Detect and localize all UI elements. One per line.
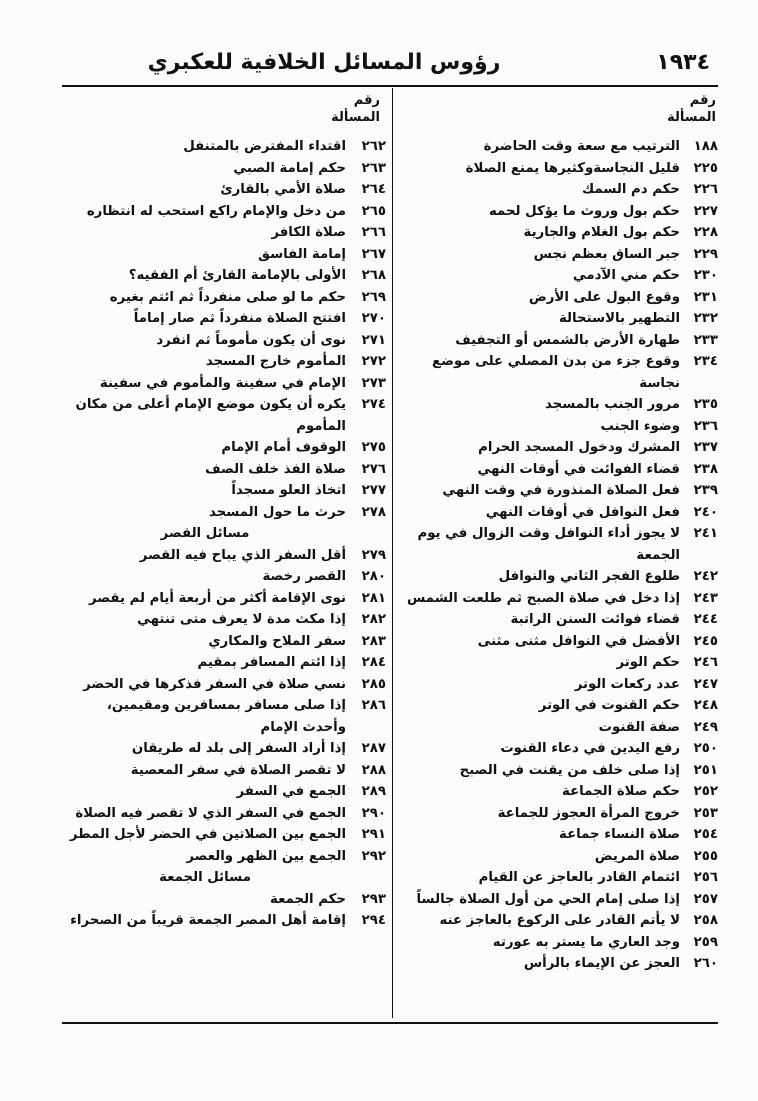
section-heading: مسائل القصر	[160, 526, 250, 541]
heading-line-2: المسألة	[667, 110, 716, 125]
index-entry	[64, 330, 386, 352]
index-entry	[64, 244, 386, 266]
issue-title: طلوع الفجر الثاني والنوافل	[498, 569, 680, 584]
issue-title: أقل السفر الذي يباح فيه القصر	[139, 547, 346, 563]
issue-title: ائتمام القادر بالعاجز عن القيام	[478, 870, 680, 885]
issue-number: ٢٢٥	[693, 160, 718, 176]
index-entry	[64, 351, 386, 373]
issue-title: لا يأتم القادر على الركوع بالعاجز عنه	[439, 913, 680, 928]
index-entry	[398, 265, 718, 287]
issue-title: إذا صلى خلف من يقنت في الصبح	[459, 762, 680, 778]
issue-number: ٢٣٧	[693, 440, 718, 455]
issue-title: عدد ركعات الوتر	[574, 676, 680, 692]
issue-number: ٢٨٢	[361, 612, 386, 627]
index-entry	[398, 695, 718, 717]
issue-number: ٢٦٠	[693, 956, 718, 971]
index-entry	[398, 394, 718, 416]
issue-number: ١٨٨	[693, 139, 718, 154]
index-entry	[398, 631, 718, 653]
heading-line-1: رقم	[353, 93, 380, 108]
issue-title: فعل الصلاة المنذورة في وقت النهي	[442, 483, 680, 498]
index-entry	[398, 824, 718, 846]
index-entry	[64, 824, 386, 846]
issue-title: سفر الملاح والمكاري	[208, 633, 346, 649]
issue-number: ٢٩١	[361, 827, 386, 842]
issue-number: ٢٣٨	[693, 461, 718, 477]
index-entry	[64, 609, 386, 631]
index-entry	[64, 373, 386, 395]
index-entry	[398, 846, 718, 868]
issue-number: ٢٢٨	[693, 225, 718, 240]
index-entry	[64, 803, 386, 825]
issue-number: ٢٩٠	[361, 805, 386, 821]
index-entry	[398, 953, 718, 975]
index-entry	[398, 803, 718, 825]
issue-number: ٢٦٢	[361, 139, 386, 154]
issue-title: إذا صلى إمام الحي من أول الصلاة جالساً	[416, 891, 680, 907]
issue-number: ٢٦٣	[361, 160, 386, 176]
column-divider	[392, 88, 393, 1018]
index-entry	[64, 136, 386, 158]
issue-title: جبر الساق بعظم نجس	[533, 246, 680, 262]
issue-title: حكم ما لو صلى منفرداً ثم ائتم بغيره	[109, 289, 346, 305]
issue-number: ٢٨٧	[361, 741, 386, 756]
issue-title: الإمام في سفينة والمأموم في سفينة	[99, 375, 346, 391]
issue-title: وقوع جزء من بدن المصلي على موضع نجاسة	[432, 354, 680, 391]
issue-number: ٢٦٥	[361, 203, 386, 219]
index-entry	[64, 265, 386, 287]
index-entry	[398, 480, 718, 502]
issue-number: ٢٦٧	[361, 246, 386, 262]
issue-title: إذا صلى مسافر بمسافرين ومقيمين، وأحدث الإمام	[106, 698, 346, 735]
issue-number: ٢٥٥	[693, 848, 718, 864]
footer-rule	[62, 1022, 718, 1024]
index-entry	[398, 652, 718, 674]
issue-title: إذا أراد السفر إلى بلد له طريقان	[131, 741, 346, 756]
issue-title: إذا مكث مدة لا يعرف متى تنتهي	[137, 612, 346, 627]
issue-title: الوقوف أمام الإمام	[221, 440, 346, 455]
issue-number: ٢٥٣	[693, 805, 718, 821]
index-entry	[64, 910, 386, 932]
issue-title: نوى الإقامة أكثر من أربعة أيام لم يقصر	[89, 590, 346, 606]
index-entry	[398, 760, 718, 782]
issue-number: ٢٦٤	[361, 182, 386, 197]
index-entry	[398, 287, 718, 309]
index-entry	[398, 416, 718, 438]
issue-number: ٢٨٩	[361, 784, 386, 799]
index-entry	[64, 781, 386, 803]
index-entry	[398, 910, 718, 932]
issue-number: ٢٢٧	[693, 203, 718, 219]
index-entry	[398, 201, 718, 223]
issue-title: حكم بول وروث ما يؤكل لحمه	[488, 203, 680, 219]
page-number: ١٩٣٤	[656, 50, 710, 75]
issue-number: ٢٨٨	[361, 762, 386, 778]
issue-title: وقوع البول على الأرض	[528, 289, 680, 305]
header-rule	[62, 85, 718, 87]
index-entry	[64, 889, 386, 911]
issue-title: الأولى بالإمامة القارئ أم الفقيه؟	[128, 268, 346, 283]
index-entry	[64, 459, 386, 481]
issue-title: حكم الوتر	[616, 655, 680, 670]
right-column-heading	[398, 88, 718, 136]
index-entry	[398, 437, 718, 459]
issue-number: ٢٧١	[361, 332, 386, 348]
index-entry	[398, 674, 718, 696]
index-entry	[398, 566, 718, 588]
issue-title: حكم مني الآدمي	[572, 268, 680, 283]
issue-title: صلاة الفذ خلف الصف	[205, 461, 346, 477]
issue-number: ٢٣٢	[693, 311, 718, 326]
issue-number: ٢٧٧	[361, 483, 386, 498]
issue-title: الجمع بين الصلاتين في الحضر لأجل المطر	[69, 827, 346, 842]
index-entry	[64, 287, 386, 309]
index-entry	[64, 222, 386, 244]
left-column-heading	[64, 88, 386, 136]
index-entry	[398, 889, 718, 911]
issue-number: ٢٤٦	[693, 655, 718, 670]
index-entry	[64, 437, 386, 459]
index-entry	[64, 566, 386, 588]
issue-number: ٢٤٨	[693, 698, 718, 713]
index-entry	[398, 308, 718, 330]
issue-number: ٢٤٣	[693, 590, 718, 606]
index-entry	[398, 781, 718, 803]
issue-title: يكره أن يكون موضع الإمام أعلى من مكان المأموم	[75, 397, 346, 434]
issue-title: قضاء فوائت السنن الراتبة	[510, 612, 680, 627]
index-entry	[64, 545, 386, 567]
issue-title: الأفضل في النوافل مثنى مثنى	[477, 633, 680, 649]
issue-number: ٢٣٣	[693, 332, 718, 348]
index-entry	[398, 588, 718, 610]
issue-title: حكم دم السمك	[582, 182, 680, 197]
issue-title: قليل النجاسةوكثيرها يمنع الصلاة	[465, 160, 680, 176]
issue-title: اقتداء المفترض بالمتنفل	[183, 139, 346, 154]
index-entry	[398, 502, 718, 524]
index-entry	[64, 760, 386, 782]
index-entry	[64, 179, 386, 201]
index-entry	[64, 480, 386, 502]
index-entry	[398, 459, 718, 481]
issue-title: من دخل والإمام راكع استحب له انتظاره	[86, 203, 346, 219]
issue-title: القصر رخصة	[262, 569, 346, 584]
issue-number: ٢٣٦	[693, 418, 718, 434]
issue-number: ٢٨٥	[361, 676, 386, 692]
index-entry	[398, 351, 718, 394]
issue-title: حكم إمامة الصبي	[233, 160, 346, 176]
issue-number: ٢٨٠	[361, 569, 386, 584]
right-column-list	[398, 136, 718, 975]
issue-title: وجد العاري ما يستر به عورته	[492, 934, 680, 950]
index-entry	[398, 609, 718, 631]
issue-number: ٢٧٩	[361, 547, 386, 563]
index-entry	[398, 738, 718, 760]
issue-title: فعل النوافل في أوقات النهي	[485, 504, 680, 520]
issue-number: ٢٤٠	[693, 504, 718, 520]
issue-title: الجمع في السفر	[236, 784, 346, 799]
issue-number: ٢٧٢	[361, 354, 386, 369]
issue-number: ٢٥٢	[693, 784, 718, 799]
issue-title: صلاة المريض	[594, 848, 680, 864]
issue-number: ٢٧٦	[361, 461, 386, 477]
issue-title: رفع اليدين في دعاء القنوت	[500, 741, 680, 756]
index-entry	[64, 201, 386, 223]
issue-title: حكم صلاة الجماعة	[562, 784, 680, 799]
left-column	[64, 88, 386, 932]
issue-title: مرور الجنب بالمسجد	[544, 397, 680, 412]
issue-number: ٢٨٦	[361, 698, 386, 713]
issue-title: نوى أن يكون مأموماً ثم انفرد	[156, 332, 346, 348]
index-entry	[64, 631, 386, 653]
index-entry	[398, 222, 718, 244]
issue-title: إمامة الفاسق	[258, 246, 346, 262]
issue-number: ٢٧٥	[361, 440, 386, 455]
index-entry	[398, 330, 718, 352]
index-entry	[64, 846, 386, 868]
index-entry	[64, 695, 386, 738]
issue-title: خروج المرأة العجوز للجماعة	[497, 805, 680, 821]
issue-title: وضوء الجنب	[600, 418, 680, 434]
index-entry	[64, 394, 386, 437]
issue-number: ٢٥١	[693, 762, 718, 778]
running-header	[60, 44, 718, 84]
heading-line-2: المسألة	[331, 110, 380, 125]
issue-title: صلاة الأمي بالقارئ	[220, 182, 346, 197]
heading-line-1: رقم	[689, 93, 716, 108]
issue-title: إذا ائتم المسافر بمقيم	[197, 655, 346, 670]
book-title: رؤوس المسائل الخلافية للعكبري	[147, 50, 501, 75]
index-entry	[64, 502, 386, 524]
index-entry	[398, 136, 718, 158]
issue-title: افتتح الصلاة منفرداً ثم صار إماماً	[133, 311, 346, 326]
section-heading: مسائل الجمعة	[159, 870, 251, 885]
issue-title: طهارة الأرض بالشمس أو التجفيف	[455, 332, 680, 348]
issue-title: العجز عن الإيماء بالرأس	[523, 956, 680, 971]
issue-title: الجمع في السفر الذي لا تقصر فيه الصلاة	[75, 805, 346, 821]
index-entry	[398, 244, 718, 266]
issue-title: قضاء الفوائت في أوقات النهي	[477, 461, 680, 477]
issue-title: المشرك ودخول المسجد الحرام	[478, 440, 680, 455]
issue-number: ٢٢٩	[693, 246, 718, 262]
issue-number: ٢٣٠	[693, 268, 718, 283]
issue-number: ٢٣٤	[693, 354, 718, 369]
left-column-list	[64, 136, 386, 932]
issue-number: ٢٥٠	[693, 741, 718, 756]
index-entry	[398, 523, 718, 566]
issue-title: حرث ما حول المسجد	[208, 504, 346, 520]
issue-title: صفة القنوت	[598, 719, 680, 735]
issue-number: ٢٧٤	[361, 397, 386, 412]
issue-number: ٢٧٣	[361, 375, 386, 391]
issue-number: ٢٤٧	[693, 676, 718, 692]
index-entry	[64, 674, 386, 696]
issue-number: ٢٨٣	[361, 633, 386, 649]
issue-title: نسي صلاة في السفر فذكرها في الحضر	[83, 676, 346, 692]
issue-number: ٢٤١	[693, 526, 718, 541]
issue-number: ٢٣٥	[693, 397, 718, 412]
index-entry	[64, 738, 386, 760]
issue-number: ٢٢٦	[693, 182, 718, 197]
right-column	[398, 88, 718, 975]
issue-title: لا يجوز أداء النوافل وقت الزوال في يوم الجمعة	[417, 526, 680, 563]
issue-number: ٢٦٦	[361, 225, 386, 240]
issue-title: الترتيب مع سعة وقت الحاضرة	[483, 139, 680, 154]
issue-title: التطهير بالاستحالة	[558, 311, 680, 326]
issue-number: ٢٥٧	[693, 891, 718, 907]
issue-number: ٢٩٣	[361, 891, 386, 907]
issue-number: ٢٥٨	[693, 913, 718, 928]
issue-number: ٢٣١	[693, 289, 718, 305]
issue-title: لا تقصر الصلاة في سفر المعصية	[130, 762, 346, 778]
index-entry	[398, 867, 718, 889]
issue-title: حكم بول الغلام والجارية	[523, 225, 680, 240]
issue-title: حكم الجمعة	[270, 891, 346, 907]
issue-number: ٢٩٢	[361, 848, 386, 864]
issue-number: ٢٥٤	[693, 827, 718, 842]
issue-number: ٢٤٩	[693, 719, 718, 735]
issue-number: ٢٨١	[361, 590, 386, 606]
issue-number: ٢٤٢	[693, 569, 718, 584]
issue-title: اتخاذ العلو مسجداً	[231, 483, 346, 498]
issue-title: إقامة أهل المصر الجمعة قريباً من الصحراء	[70, 913, 346, 928]
issue-number: ٢٤٤	[693, 612, 718, 627]
issue-title: صلاة الكافر	[271, 225, 346, 240]
index-entry	[398, 158, 718, 180]
issue-title: صلاة النساء جماعة	[559, 827, 680, 842]
index-entry	[64, 588, 386, 610]
issue-number: ٢٦٨	[361, 268, 386, 283]
issue-title: حكم القنوت في الوتر	[538, 698, 680, 713]
index-entry	[398, 717, 718, 739]
issue-number: ٢٩٤	[361, 913, 386, 928]
issue-number: ٢٤٥	[693, 633, 718, 649]
issue-title: الجمع بين الظهر والعصر	[186, 848, 346, 864]
issue-number: ٢٧٠	[361, 311, 386, 326]
issue-title: إذا دخل في صلاة الصبح ثم طلعت الشمس	[407, 590, 680, 606]
index-entry	[398, 932, 718, 954]
index-entry	[398, 179, 718, 201]
issue-number: ٢٥٦	[693, 870, 718, 885]
issue-title: المأموم خارج المسجد	[205, 354, 346, 369]
issue-number: ٢٦٩	[361, 289, 386, 305]
issue-number: ٢٨٤	[361, 655, 386, 670]
issue-number: ٢٧٨	[361, 504, 386, 520]
index-entry	[64, 158, 386, 180]
index-entry	[64, 308, 386, 330]
index-entry	[64, 652, 386, 674]
issue-number: ٢٣٩	[693, 483, 718, 498]
issue-number: ٢٥٩	[693, 934, 718, 950]
